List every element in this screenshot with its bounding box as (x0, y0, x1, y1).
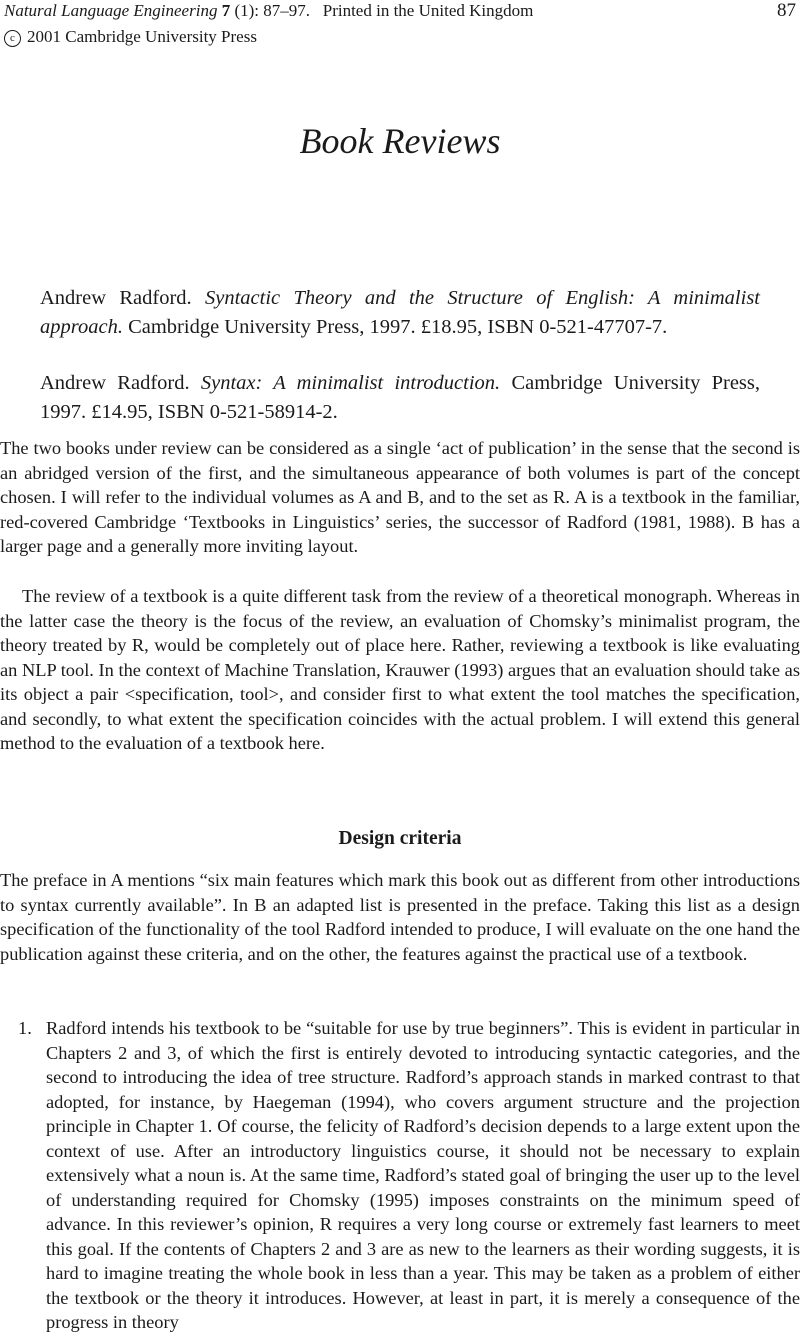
copyright-text: 2001 Cambridge University Press (27, 27, 257, 46)
issue-pages: (1): 87–97. (234, 1, 310, 20)
body-paragraph (0, 868, 800, 966)
section-title: Book Reviews (299, 121, 501, 161)
page-number: 87 (777, 0, 796, 21)
journal-name: Natural Language Engineering (4, 1, 218, 20)
book-citation (40, 369, 760, 427)
body-paragraph (0, 436, 800, 559)
paragraph-text: The review of a textbook is a quite different task from the review of a theoretical monograph. Whereas in the latter case the theory is the focus of the review, an evaluation of Chomsky’s minimalist program, the theory treated by R, would be completely out of place here. Rather, reviewing a textbook is like evaluating an NLP tool. In the context of Machine Translation, Krauwer (1993) argues that an evaluation should take as its object a pair <specification, tool>, and consider first to what extent the tool matches the specification, and secondly, to what extent the specification coincides with the actual problem. I will extend this general method to the evaluation of a textbook here. (0, 586, 800, 753)
citation-author: Andrew Radford. (40, 287, 192, 309)
printed-note: Printed in the United Kingdom (322, 1, 534, 20)
citation-title: Syntax: A minimalist introduction. (200, 372, 501, 394)
body-paragraph (0, 584, 800, 756)
paragraph-text: The preface in A mentions “six main features which mark this book out as different from other introductions to syntax currently available”. In B an adapted list is presented in the preface. Taking this list as a design specification of the functionality of the tool Radford intended to produce, I will evaluate on the one hand the publication against these criteria, and on the other, the features against the practical use of a textbook. (0, 870, 800, 964)
citation-author: Andrew Radford. (40, 372, 190, 394)
book-citation (40, 284, 760, 342)
section-heading: Design criteria (338, 828, 462, 849)
journal-volume: 7 (221, 1, 231, 20)
paragraph-text: The two books under review can be considered as a single ‘act of publication’ in the sense that the second is an abridged version of the first, and the simultaneous appearance of both volumes is part of the concept chosen. I will refer to the individual volumes as A and B, and to the set as R. A is a textbook in the familiar, red-covered Cambridge ‘Textbooks in Linguistics’ series, the successor of Radford (1981, 1988). B has a larger page and a generally more inviting layout. (0, 438, 800, 556)
running-head (4, 0, 533, 22)
list-item-number: 1. (18, 1018, 32, 1038)
copyright-icon: c (4, 30, 21, 47)
citation-publisher: Cambridge University Press, 1997. £14.95, ISBN 0-521-58914-2. (40, 372, 760, 423)
copyright-line (4, 26, 257, 48)
citation-publisher: Cambridge University Press, 1997. £18.95, ISBN 0-521-47707-7. (128, 316, 668, 338)
citation-title: Syntactic Theory and the Structure of English: A minimalist approach. (40, 287, 760, 338)
list-item-text: Radford intends his textbook to be “suitable for use by true beginners”. This is evident in particular in Chapters 2 and 3, of which the first is entirely devoted to introducing syntactic categories, and the second to introducing the idea of tree structure. Radford’s approach stands in marked contrast to that adopted, for instance, by Haegeman (1994), who covers argument structure and the projection principle in Chapter 1. Of course, the felicity of Radford’s decision depends to a large extent upon the context of use. After an introductory linguistics course, it should not be necessary to explain extensively what a noun is. At the same time, Radford’s stated goal of bringing the user up to the level of understanding required for Chomsky (1995) imposes constraints on the minimum speed of advance. In this reviewer’s opinion, R requires a very long course or extremely fast learners to meet this goal. If the contents of Chapters 2 and 3 are as new to the learners as their wording suggests, it is hard to imagine treating the whole book in less than a year. This may be taken as a problem of either the textbook or the theory it introduces. However, at least in part, it is merely a consequence of the progress in theory (46, 1018, 800, 1332)
